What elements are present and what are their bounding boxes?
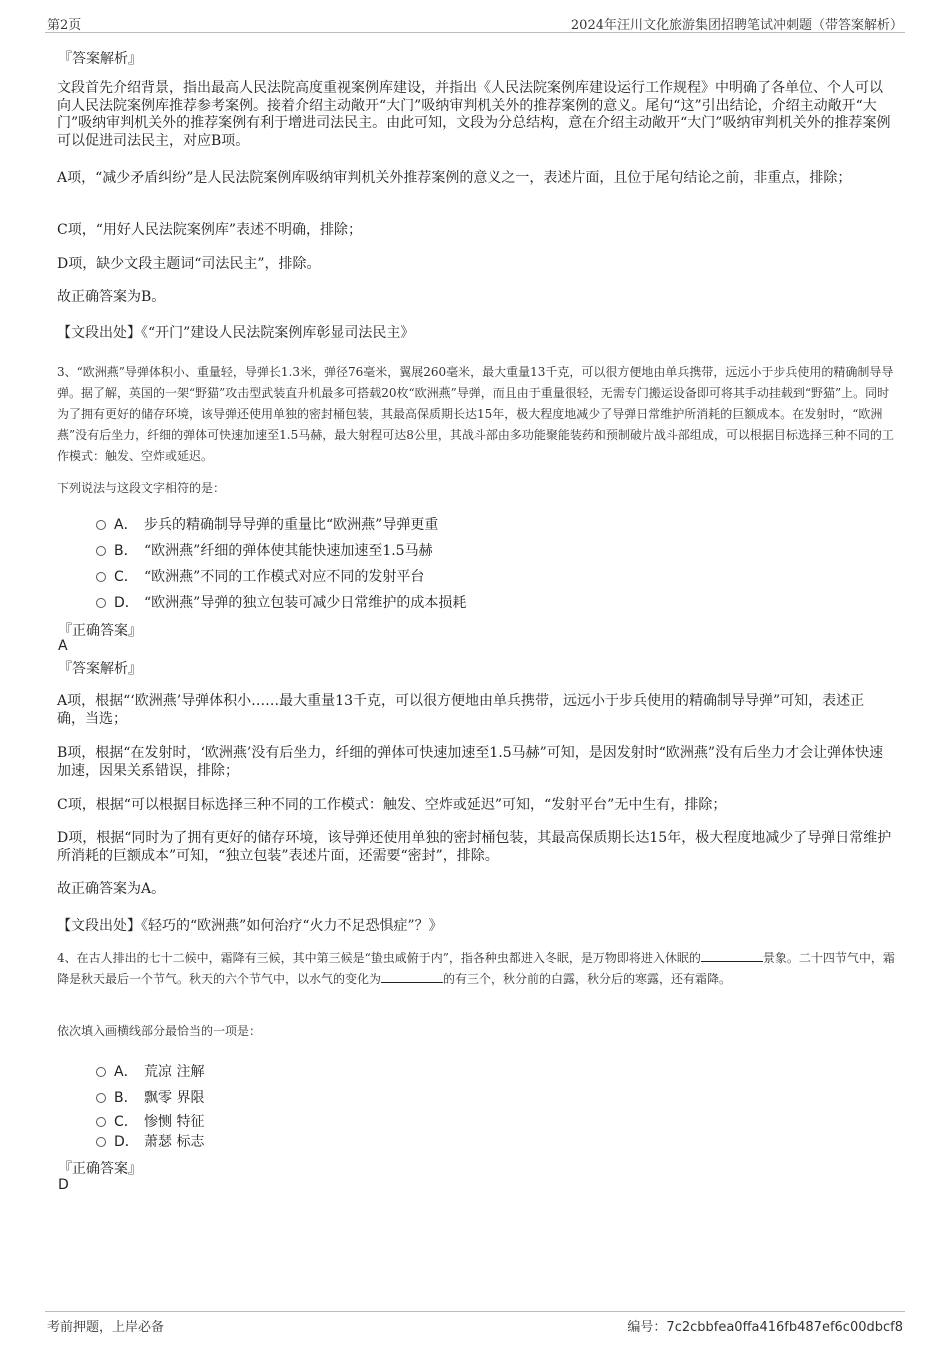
- q3-prompt: 下列说法与这段文字相符的是：: [57, 481, 226, 495]
- q2-analysis-paragraph: 文段首先介绍背景，指出最高人民法院高度重视案例库建设，并指出《人民法院案例库建设运行工作规程》中明确了各单位、个人可以向人民法院案例库推荐参考案例。接着介绍主动敞开“大门”吸纳审判机关外的推荐案例的意义。尾句“这”引出结论，介绍主动敞开“大门”吸纳审判机关外的推荐案例有利于增进司法民主。由此可知，文段为分总结构，意在介绍主动敞开“大门”吸纳审判机关外的推荐案例可以促进司法民主，对应B项。: [57, 80, 891, 149]
- q3-option-c[interactable]: C． “欧洲燕”不同的工作模式对应不同的发射平台: [96, 566, 424, 586]
- q2-analysis-option-a: A项，“减少矛盾纠纷”是人民法院案例库吸纳审判机关外推荐案例的意义之一，表述片面，且位于尾句结论之前，非重点，排除；: [57, 170, 852, 186]
- q3-conclusion: 故正确答案为A。: [57, 881, 166, 897]
- q4-correct-heading: 『正确答案』: [58, 1161, 142, 1177]
- q3-analysis-option-b: B项，根据“在发射时，‘欧洲燕’没有后坐力，纤细的弹体可快速加速至1.5马赫”可知，是因发射时“欧洲燕”没有后坐力才会让弹体快速加速，因果关系错误，排除；: [57, 745, 884, 779]
- q3-option-d[interactable]: D． “欧洲燕”导弹的独立包装可减少日常维护的成本损耗: [96, 592, 466, 612]
- page-number: 第2页: [47, 18, 82, 33]
- q3-analysis-option-a: A项，根据“‘欧洲燕’导弹体积小……最大重量13千克，可以很方便地由单兵携带，远远小于步兵使用的精确制导导弹”可知，表述正确，当选；: [57, 693, 865, 727]
- q4-option-b[interactable]: B． 飘零 界限: [96, 1087, 204, 1107]
- q3-option-a[interactable]: A． 步兵的精确制导导弹的重量比“欧洲燕”导弹更重: [96, 514, 438, 534]
- radio-icon[interactable]: [96, 1117, 106, 1127]
- radio-icon[interactable]: [96, 572, 106, 582]
- radio-icon[interactable]: [96, 1093, 106, 1103]
- q2-conclusion: 故正确答案为B。: [57, 289, 166, 305]
- q4-stem: 4、在古人排出的七十二候中，霜降有三候，其中第三候是“蛰虫咸俯于内”，指各种虫都进入冬眠，是万物即将进入休眠的 景象。二十四节气中，霜降是秋天最后一个节气。秋天的六个节气中，以水气的变化为 的有三个，秋分前的白露，秋分后的寒露，还有霜降。: [57, 951, 895, 986]
- q2-source: 【文段出处】《“开门”建设人民法院案例库彰显司法民主》: [57, 325, 415, 341]
- radio-icon[interactable]: [96, 546, 106, 556]
- q3-source: 【文段出处】《轻巧的“欧洲燕”如何治疗“火力不足恐惧症”？》: [57, 918, 443, 934]
- q4-option-c[interactable]: C． 惨恻 特征: [96, 1111, 204, 1131]
- fill-blank-2: [381, 971, 443, 983]
- radio-icon[interactable]: [96, 520, 106, 530]
- footer-slogan: 考前押题，上岸必备: [47, 1320, 165, 1335]
- radio-icon[interactable]: [96, 1067, 106, 1077]
- q3-stem: 3、“欧洲燕”导弹体积小、重量轻，导弹长1.3米，弹径76毫米，翼展260毫米，最大重量13千克，可以很方便地由单兵携带，远远小于步兵使用的精确制导导弹。据了解，英国的一架“野猫”攻击型武装直升机最多可搭载20枚“欧洲燕”导弹，而且由于重量很轻，无需专门搬运设备即可将其手动挂载到“野猫”上。同时为了拥有更好的储存环境，该导弹还使用单独的密封桶包装，其最高保质期长达15年，极大程度地减少了导弹日常维护所消耗的巨额成本。在发射时，“欧洲燕”没有后坐力，纤细的弹体可快速加速至1.5马赫，最大射程可达8公里，其战斗部由多功能聚能装药和预制破片战斗部组成，可以根据目标选择三种不同的工作模式：触发、空炸或延迟。: [57, 365, 894, 463]
- q2-analysis-option-c: C项，“用好人民法院案例库”表述不明确，排除；: [57, 222, 363, 238]
- q2-analysis-heading: 『答案解析』: [58, 51, 142, 67]
- fill-blank-1: [701, 950, 763, 962]
- q3-analysis-option-d: D项，根据“同时为了拥有更好的储存环境，该导弹还使用单独的密封桶包装，其最高保质期长达15年，极大程度地减少了导弹日常维护所消耗的巨额成本”可知，“独立包装”表述片面，还需要“密封”，排除。: [57, 830, 892, 864]
- document-title: 2024年汪川文化旅游集团招聘笔试冲刺题（带答案解析）: [570, 18, 903, 33]
- q3-correct-heading: 『正确答案』: [58, 623, 142, 639]
- radio-icon[interactable]: [96, 1137, 106, 1147]
- radio-icon[interactable]: [96, 598, 106, 608]
- page-footer: [45, 1311, 905, 1336]
- q4-option-d[interactable]: D． 萧瑟 标志: [96, 1131, 204, 1151]
- page-header: [45, 12, 905, 33]
- q3-correct-answer: A: [58, 638, 68, 654]
- q3-analysis-option-c: C项，根据“可以根据目标选择三种不同的工作模式：触发、空炸或延迟”可知，“发射平台”无中生有，排除；: [57, 797, 727, 813]
- q2-analysis-option-d: D项，缺少文段主题词“司法民主”，排除。: [57, 256, 321, 272]
- q4-option-a[interactable]: A． 荒凉 注解: [96, 1061, 204, 1081]
- document-code: 编号：7c2cbbfea0ffa416fb487ef6c00dbcf8: [627, 1320, 903, 1335]
- q4-correct-answer: D: [58, 1177, 69, 1193]
- q4-prompt: 依次填入画横线部分最恰当的一项是：: [57, 1024, 262, 1038]
- q3-option-b[interactable]: B． “欧洲燕”纤细的弹体使其能快速加速至1.5马赫: [96, 540, 433, 560]
- q3-analysis-heading: 『答案解析』: [58, 661, 142, 677]
